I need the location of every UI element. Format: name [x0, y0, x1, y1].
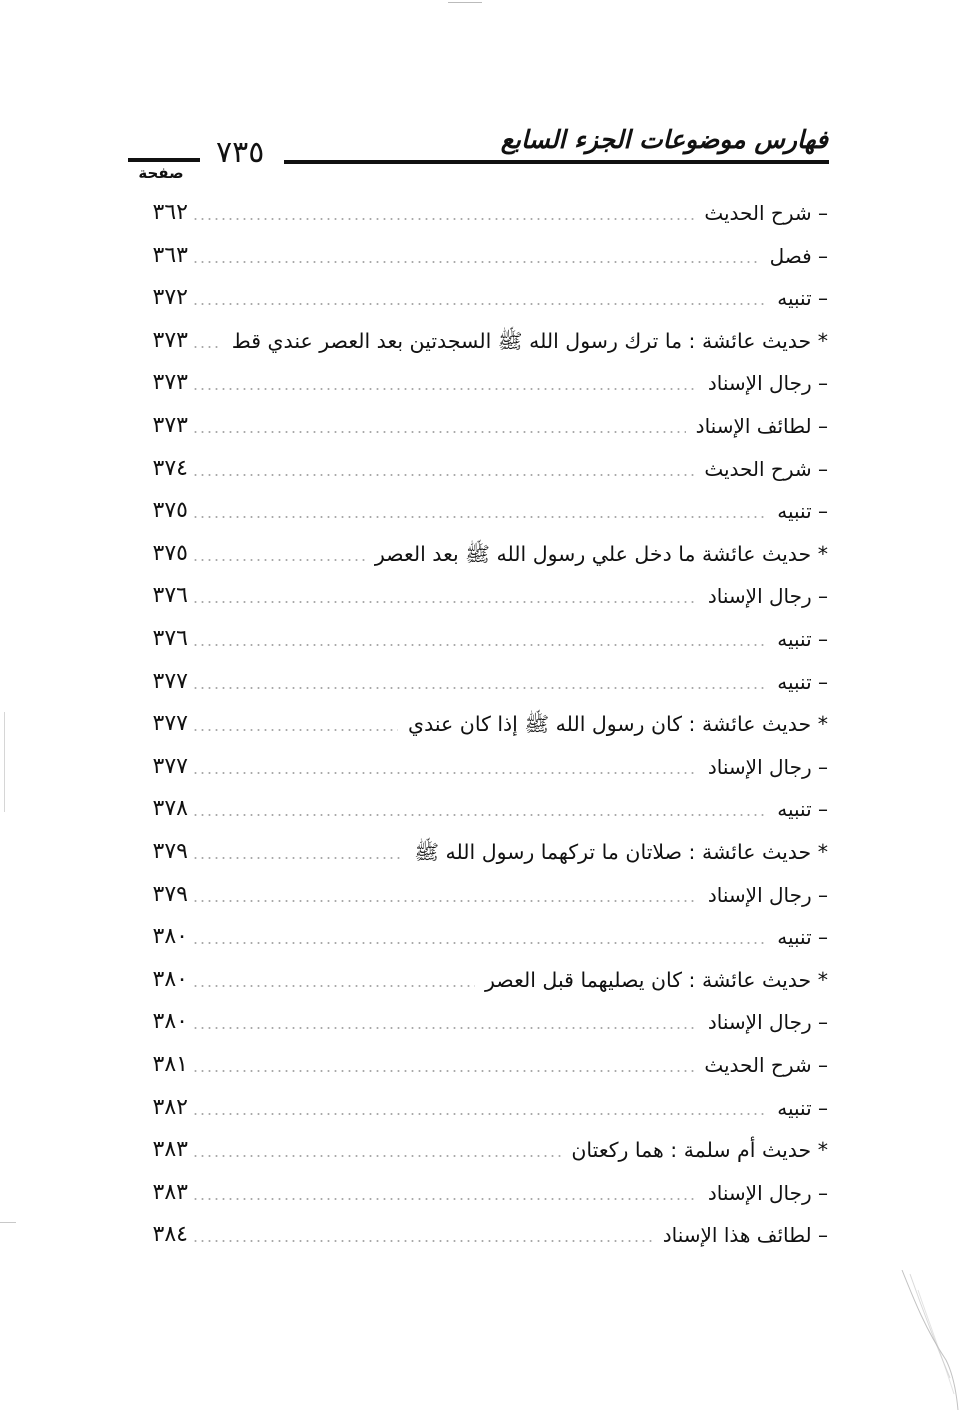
toc-sub-entry: [130, 1002, 828, 1042]
entry-title: – رجال الإسناد: [707, 754, 828, 779]
dot-leader: [192, 449, 694, 489]
entry-page-number: ٣٧٩: [152, 881, 188, 907]
toc-sub-entry: [130, 875, 828, 915]
toc-sub-entry: [130, 917, 828, 957]
entry-page-number: ٣٨٠: [152, 966, 188, 992]
entry-page-number: ٣٧٧: [152, 753, 188, 779]
toc-sub-entry: [130, 491, 828, 531]
toc-sub-entry: [130, 1173, 828, 1213]
entry-page-number: ٣٦٣: [152, 242, 188, 268]
toc-sub-entry: [130, 576, 828, 616]
dot-leader: [192, 363, 698, 403]
dot-leader: [192, 747, 698, 787]
toc-sub-entry: [130, 406, 828, 446]
entry-page-number: ٣٨٣: [152, 1179, 188, 1205]
entry-page-number: ٣٦٢: [152, 200, 188, 225]
entry-title: – شرح الحديث: [704, 1053, 828, 1077]
entry-page-number: ٣٧٨: [152, 796, 188, 822]
dot-leader: [192, 917, 767, 957]
toc-sub-entry: [130, 747, 828, 787]
entry-title: – شرح الحديث: [704, 201, 828, 225]
entry-title: – لطائف الإسناد: [695, 414, 828, 438]
entry-title: – رجال الإسناد: [707, 1180, 828, 1205]
entry-page-number: ٣٧٤: [152, 455, 188, 481]
entry-title: * حديث عائشة : كان رسول الله ﷺ إذا كان عندي: [408, 712, 828, 737]
dot-leader: [192, 576, 698, 616]
toc-sub-entry: [130, 449, 828, 489]
dot-leader: [192, 704, 398, 744]
toc-sub-entry: [130, 1088, 828, 1128]
toc-hadith-entry: [130, 704, 828, 744]
entry-page-number: ٣٧٣: [152, 370, 188, 396]
entry-page-number: ٣٧٥: [152, 540, 188, 566]
entry-title: – تنبيه: [777, 286, 828, 311]
dot-leader: [192, 1215, 653, 1255]
dot-leader: [192, 193, 694, 233]
toc-sub-entry: [130, 1215, 828, 1255]
entry-title: – رجال الإسناد: [707, 882, 828, 907]
toc-hadith-entry: [130, 960, 828, 1000]
entry-page-number: ٣٧٦: [152, 583, 188, 609]
dot-leader: [192, 1173, 698, 1213]
entry-title: – شرح الحديث: [704, 456, 828, 481]
entry-page-number: ٣٨٣: [152, 1137, 188, 1163]
dot-leader: [192, 1045, 694, 1085]
dot-leader: [192, 875, 698, 915]
entry-title: – تنبيه: [777, 797, 828, 822]
entry-title: * حديث عائشة : كان يصليهما قبل العصر: [485, 967, 828, 992]
entry-title: – تنبيه: [777, 627, 828, 651]
scan-margin-tick: [0, 1222, 16, 1223]
entry-page-number: ٣٧٣: [152, 327, 188, 353]
entry-title: – تنبيه: [777, 669, 828, 694]
entry-title: * حديث عائشة ما دخل علي رسول الله ﷺ بعد العصر: [374, 541, 828, 566]
dot-leader: [192, 278, 767, 318]
entry-page-number: ٣٨٠: [152, 1009, 188, 1035]
dot-leader: [192, 619, 767, 659]
toc-sub-entry: [130, 662, 828, 702]
page-title: فهارس موضوعات الجزء السابع: [500, 125, 828, 154]
entry-page-number: ٣٨٤: [152, 1222, 188, 1248]
toc-sub-entry: [130, 193, 828, 233]
toc-hadith-entry: [130, 321, 828, 361]
toc-hadith-entry: [130, 832, 828, 872]
dot-leader: [192, 534, 365, 574]
entry-title: – تنبيه: [777, 1095, 828, 1120]
scan-corner-smudge: [900, 1270, 960, 1410]
page-column-label: صفحة: [138, 164, 184, 182]
entry-page-number: ٣٨٠: [152, 924, 188, 950]
entry-page-number: ٣٨٢: [152, 1094, 188, 1120]
entry-page-number: ٣٧٥: [152, 498, 188, 524]
entry-title: – لطائف هذا الإسناد: [662, 1223, 828, 1248]
entry-page-number: ٣٧٩: [152, 839, 188, 864]
dot-leader: [192, 662, 767, 702]
dot-leader: [192, 491, 767, 531]
entry-title: – تنبيه: [777, 499, 828, 524]
dot-leader: [192, 832, 404, 872]
toc-sub-entry: [130, 1045, 828, 1085]
entry-title: – رجال الإسناد: [707, 371, 828, 396]
toc-hadith-entry: [130, 1130, 828, 1170]
dot-leader: [192, 236, 760, 276]
entry-page-number: ٣٧٧: [152, 711, 188, 737]
toc-sub-entry: [130, 363, 828, 403]
dot-leader: [192, 960, 475, 1000]
dot-leader: [192, 321, 222, 361]
page-number: ٧٣٥: [216, 135, 265, 170]
toc-hadith-entry: [130, 534, 828, 574]
dot-leader: [192, 789, 767, 829]
entry-title: – رجال الإسناد: [707, 1010, 828, 1035]
toc-sub-entry: [130, 619, 828, 659]
entry-title: – فصل: [769, 243, 828, 268]
entry-page-number: ٣٧٦: [152, 626, 188, 651]
entry-page-number: ٣٨١: [152, 1052, 188, 1077]
toc-sub-entry: [130, 789, 828, 829]
dot-leader: [192, 1130, 561, 1170]
entry-title: * حديث عائشة : صلاتان ما تركهما رسول الله ﷺ: [414, 840, 828, 864]
entry-title: – تنبيه: [777, 925, 828, 950]
entry-page-number: ٣٧٧: [152, 668, 188, 694]
toc-sub-entry: [130, 236, 828, 276]
scan-margin-line: [4, 712, 5, 812]
entry-title: * حديث أم سلمة : هما ركعتان: [571, 1138, 828, 1163]
entry-page-number: ٣٧٢: [152, 285, 188, 311]
toc-sub-entry: [130, 278, 828, 318]
dot-leader: [192, 1088, 767, 1128]
entry-title: * حديث عائشة : ما ترك رسول الله ﷺ السجدتين بعد العصر عندي قط: [231, 328, 828, 353]
entry-title: – رجال الإسناد: [707, 584, 828, 609]
dot-leader: [192, 1002, 698, 1042]
entry-page-number: ٣٧٣: [152, 413, 188, 438]
dot-leader: [192, 406, 686, 446]
